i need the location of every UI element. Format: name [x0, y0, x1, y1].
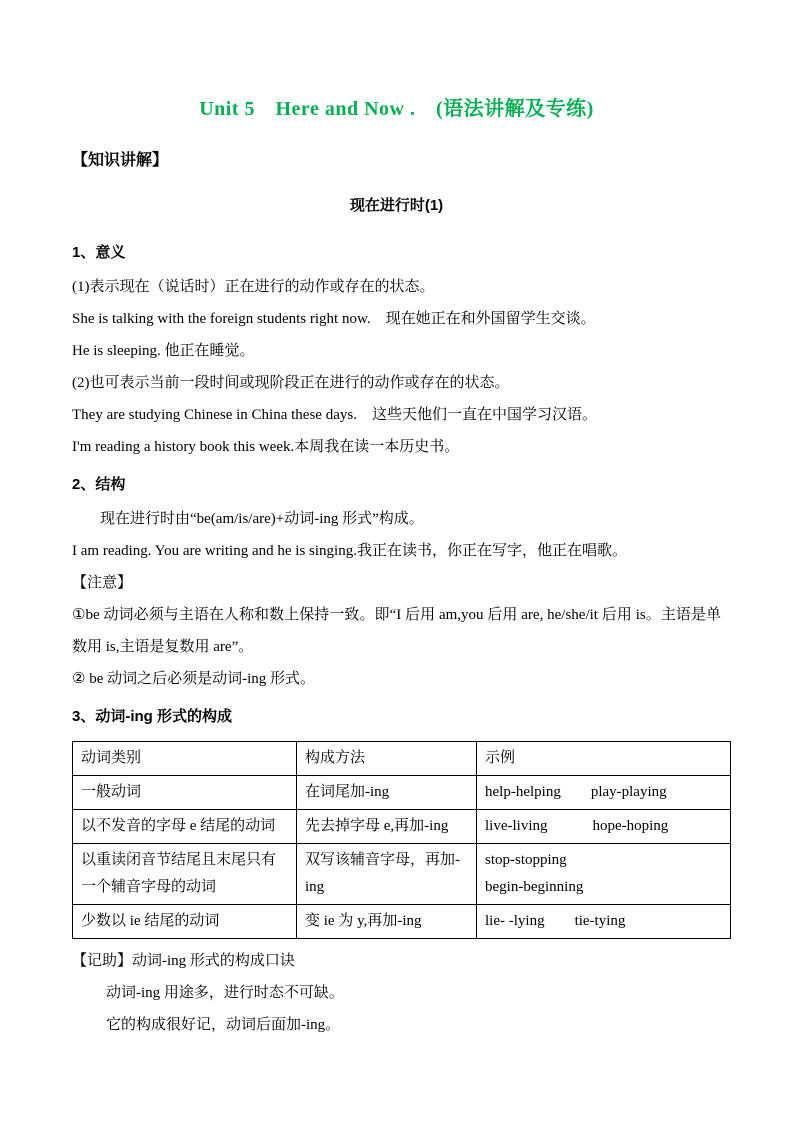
table-cell-method: 先去掉字母 e,再加-ing — [297, 810, 477, 844]
table-header-example: 示例 — [477, 742, 731, 776]
knowledge-section-header: 【知识讲解】 — [72, 152, 169, 169]
ing-formation-table — [72, 741, 731, 939]
table-cell-type: 以重读闭音节结尾且末尾只有一个辅音字母的动词 — [73, 844, 297, 905]
table-cell-example: live-living hope-hoping — [477, 810, 731, 844]
example-line-2: begin-beginning — [485, 879, 584, 895]
table-cell-example — [477, 844, 731, 905]
table-cell-example: help-helping play-playing — [477, 776, 731, 810]
mnemonic-line-2: 它的构成很好记，动词后面加-ing。 — [106, 1017, 341, 1033]
example-sentence-3: They are studying Chinese in China these days. 这些天他们一直在中国学习汉语。 — [72, 407, 597, 423]
table-row — [73, 810, 731, 844]
example-sentence-4: I'm reading a history book this week.本周我在读一本历史书。 — [72, 439, 460, 455]
paragraph-meaning-2: (2)也可表示当前一段时间或现阶段正在进行的动作或存在的状态。 — [72, 375, 510, 391]
table-cell-type: 一般动词 — [73, 776, 297, 810]
example-sentence-2: He is sleeping. 他正在睡觉。 — [72, 343, 255, 359]
table-row — [73, 844, 731, 905]
document-title: Unit 5 Here and Now . (语法讲解及专练) — [199, 98, 594, 120]
note-item-1: ①be 动词必须与主语在人称和数上保持一致。即“I 后用 am,you 后用 are, he/she/it 后用 is。主语是单数用 is,主语是复数用 are”。 — [72, 607, 721, 655]
section2-heading: 2、结构 — [72, 476, 126, 493]
mnemonic-line-1: 动词-ing 用途多，进行时态不可缺。 — [106, 985, 344, 1001]
mnemonic-label: 【记助】动词-ing 形式的构成口诀 — [72, 953, 295, 969]
table-cell-example: lie- -lying tie-tying — [477, 905, 731, 939]
note-item-2: ② be 动词之后必须是动词-ing 形式。 — [72, 671, 316, 687]
table-cell-type: 以不发音的字母 e 结尾的动词 — [73, 810, 297, 844]
table-cell-method: 在词尾加-ing — [297, 776, 477, 810]
section1-heading: 1、意义 — [72, 244, 126, 261]
table-cell-method: 双写该辅音字母，再加-ing — [297, 844, 477, 905]
paragraph-meaning-1: (1)表示现在（说话时）正在进行的动作或存在的状态。 — [72, 279, 435, 295]
table-header-verb-type: 动词类别 — [73, 742, 297, 776]
example-line-1: stop-stopping — [485, 852, 567, 868]
structure-rule: 现在进行时由“be(am/is/are)+动词-ing 形式”构成。 — [100, 511, 424, 527]
table-row — [73, 776, 731, 810]
table-row — [73, 905, 731, 939]
structure-example: I am reading. You are writing and he is singing.我正在读书，你正在写字，他正在唱歌。 — [72, 543, 627, 559]
table-header-row — [73, 742, 731, 776]
table-header-method: 构成方法 — [297, 742, 477, 776]
topic-subtitle: 现在进行时(1) — [349, 197, 444, 214]
example-sentence-1: She is talking with the foreign students right now. 现在她正在和外国留学生交谈。 — [72, 311, 596, 327]
section3-heading: 3、动词-ing 形式的构成 — [72, 708, 232, 725]
table-cell-method: 变 ie 为 y,再加-ing — [297, 905, 477, 939]
table-cell-type: 少数以 ie 结尾的动词 — [73, 905, 297, 939]
note-label: 【注意】 — [72, 575, 133, 591]
